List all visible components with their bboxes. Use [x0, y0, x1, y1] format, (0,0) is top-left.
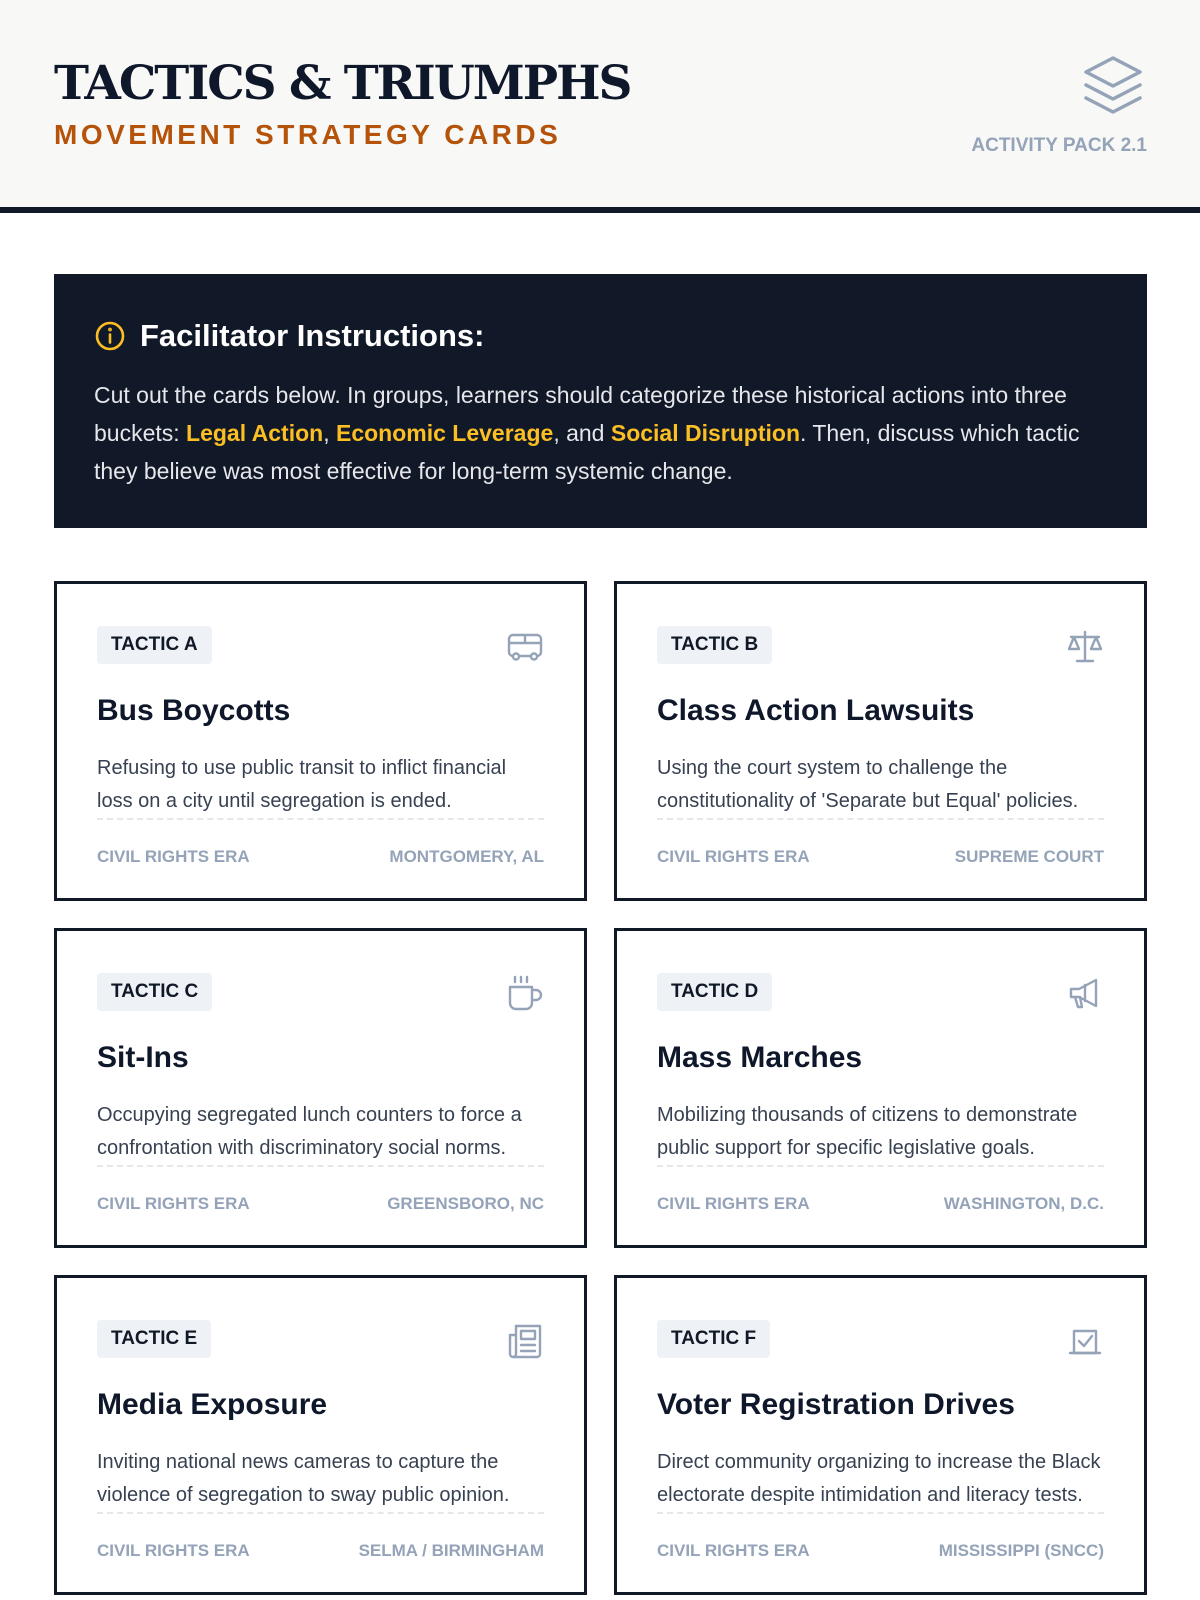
page-subtitle: MOVEMENT STRATEGY CARDS [54, 119, 562, 150]
tactic-location: WASHINGTON, D.C. [943, 1194, 1104, 1213]
instructions-text-part: Cut out the cards below. In groups, learners should categorize these historical actions into three buckets: [94, 382, 1067, 446]
category-economic-leverage: Economic Leverage [336, 420, 554, 446]
megaphone-icon [1066, 975, 1104, 1013]
tactic-era: CIVIL RIGHTS ERA [97, 1194, 250, 1213]
card-divider [97, 818, 544, 820]
facilitator-instructions [54, 274, 1147, 528]
card-divider [97, 1165, 544, 1167]
page-header [0, 0, 1200, 213]
coffee-mug-icon [506, 975, 544, 1013]
tactic-card [614, 928, 1147, 1248]
tactic-location: SUPREME COURT [954, 847, 1104, 866]
info-icon [94, 320, 126, 352]
newspaper-icon [506, 1322, 544, 1360]
tactic-location: SELMA / BIRMINGHAM [358, 1541, 544, 1560]
ballot-box-icon [1066, 1322, 1104, 1360]
tactic-era: CIVIL RIGHTS ERA [657, 1194, 810, 1213]
scales-icon [1066, 628, 1104, 666]
tactic-badge: TACTIC D [657, 973, 772, 1011]
tactic-location: GREENSBORO, NC [387, 1194, 544, 1213]
category-social-disruption: Social Disruption [610, 420, 800, 446]
tactic-badge: TACTIC A [97, 626, 212, 664]
instructions-title: Facilitator Instructions: [140, 318, 485, 353]
tactic-badge: TACTIC C [97, 973, 212, 1011]
tactic-title: Sit-Ins [97, 1041, 189, 1074]
instructions-heading [94, 318, 1107, 354]
tactic-era: CIVIL RIGHTS ERA [657, 1541, 810, 1560]
card-divider [657, 1512, 1104, 1514]
tactic-description: Using the court system to challenge the constitutionality of 'Separate but Equal' policies. [657, 757, 1079, 812]
tactic-card [54, 928, 587, 1248]
tactic-era: CIVIL RIGHTS ERA [97, 1541, 250, 1560]
tactic-description: Mobilizing thousands of citizens to demonstrate public support for specific legislative goals. [657, 1104, 1078, 1159]
page-title: TACTICS & TRIUMPHS [54, 56, 631, 111]
tactic-title: Voter Registration Drives [657, 1388, 1015, 1421]
card-divider [657, 818, 1104, 820]
instructions-text-part: . Then, discuss which tactic they believe was most effective for long-term systemic change. [94, 420, 1080, 484]
tactic-era: CIVIL RIGHTS ERA [657, 847, 810, 866]
tactic-card [614, 1275, 1147, 1595]
card-divider [97, 1512, 544, 1514]
tactic-description: Refusing to use public transit to inflict financial loss on a city until segregation is ended. [97, 757, 507, 812]
instructions-text [94, 376, 1107, 490]
tactic-description: Occupying segregated lunch counters to force a confrontation with discriminatory social norms. [97, 1104, 522, 1159]
category-legal-action: Legal Action [186, 420, 324, 446]
instructions-separator: , [323, 420, 336, 446]
activity-pack-label: ACTIVITY PACK 2.1 [971, 135, 1147, 156]
tactic-card [54, 1275, 587, 1595]
tactic-era: CIVIL RIGHTS ERA [97, 847, 250, 866]
card-divider [657, 1165, 1104, 1167]
tactic-title: Mass Marches [657, 1041, 863, 1074]
tactic-badge: TACTIC F [657, 1320, 770, 1358]
tactic-badge: TACTIC E [97, 1320, 211, 1358]
instructions-separator: , and [553, 420, 611, 446]
tactic-description: Inviting national news cameras to capture the violence of segregation to sway public opinion. [97, 1451, 510, 1506]
tactic-card [54, 581, 587, 901]
layers-icon [1080, 54, 1146, 120]
tactic-location: MISSISSIPPI (SNCC) [938, 1541, 1104, 1560]
tactic-title: Media Exposure [97, 1388, 328, 1421]
tactic-badge: TACTIC B [657, 626, 772, 664]
tactic-location: MONTGOMERY, AL [389, 847, 544, 866]
tactic-card [614, 581, 1147, 901]
tactic-title: Bus Boycotts [97, 694, 291, 727]
bus-icon [506, 628, 544, 666]
tactic-description: Direct community organizing to increase the Black electorate despite intimidation and literacy tests. [657, 1451, 1101, 1506]
tactic-title: Class Action Lawsuits [657, 694, 975, 727]
